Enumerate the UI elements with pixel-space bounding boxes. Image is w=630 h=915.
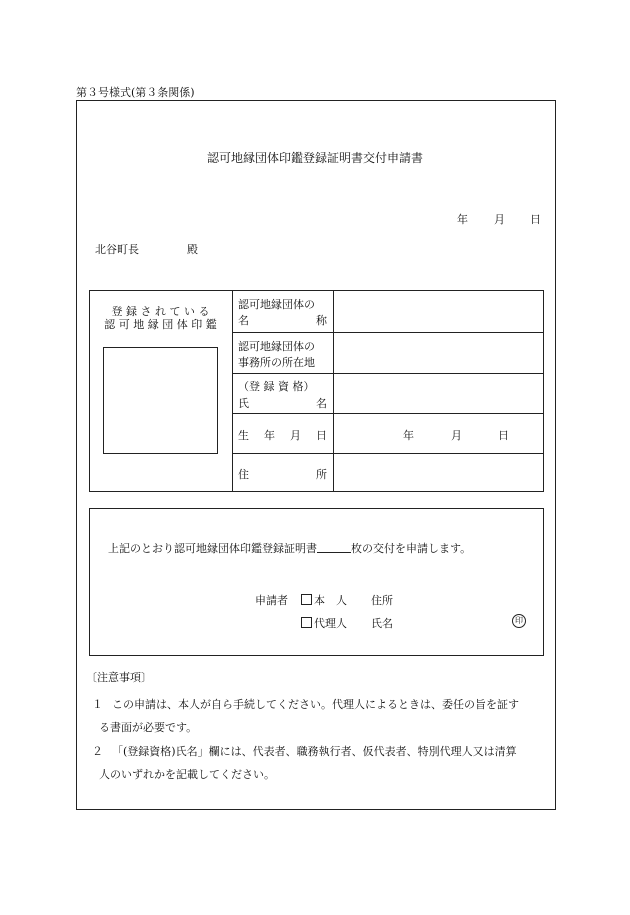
note1-number: １ [92,698,103,711]
seal-label-line1: 登 録 さ れ て い る [111,305,210,318]
label-birth-char2: 年 [264,429,275,442]
label-birth-char1: 生 [238,429,249,442]
request-box [89,508,544,656]
note2-line2: 人のいずれかを記載してください。 [99,768,275,781]
option-self-label: 本 人 [314,594,347,607]
request-sentence-before: 上記のとおり認可地縁団体印鑑登録証明書 [108,542,317,555]
note1-line2: る書面が必要です。 [99,721,198,734]
option-self[interactable] [301,592,347,608]
agent-checkbox[interactable] [301,617,312,628]
notes-heading: 〔注意事項〕 [86,671,152,684]
seal-label-line2: 認 可 地 縁 団 体 印 鑑 [104,318,217,331]
seal-mark-icon: 印 [512,614,526,628]
label-group-name-line1: 認可地縁団体の [238,298,315,311]
label-qualification: （登 録 資 格） [238,380,315,393]
label-office-line2: 事務所の所在地 [238,356,315,369]
label-group-name-char1: 名 [238,314,249,327]
self-checkbox[interactable] [301,594,312,605]
label-address-char2: 所 [316,468,327,481]
copies-count-field[interactable] [317,542,351,553]
office-address-field[interactable] [334,333,543,373]
note2-number: ２ [92,745,103,758]
seal-impression-box[interactable] [103,347,218,454]
form-title: 認可地縁団体印鑑登録証明書交付申請書 [206,151,423,165]
address-label: 住所 [371,594,393,607]
option-agent-label: 代理人 [314,617,347,630]
label-address-char1: 住 [238,468,249,481]
birth-month-unit[interactable]: 月 [451,429,462,442]
birth-day-unit[interactable]: 日 [498,429,509,442]
label-birth-char3: 月 [290,429,301,442]
option-agent[interactable] [301,615,347,631]
request-sentence-after: 枚の交付を申請します。 [351,542,472,555]
addressee-name: 北谷町長 [95,243,139,256]
applicant-label: 申請者 [255,594,288,607]
label-name-char2: 名 [316,397,327,410]
address-field[interactable] [334,454,543,491]
request-sentence [108,540,471,556]
note2-line1: 「(登録資格)氏名」欄には、代表者、職務執行者、仮代表者、特別代理人又は清算 [112,745,517,758]
registrant-name-field[interactable] [334,374,543,413]
table-divider-seal [232,290,233,492]
group-name-field[interactable] [334,291,543,332]
label-group-name-char2: 称 [316,314,327,327]
note1-line1: この申請は、本人が自ら手続してください。代理人によるときは、委任の旨を証す [112,698,519,711]
row-divider [232,413,544,414]
birth-year-unit[interactable]: 年 [403,429,414,442]
addressee-honorific: 殿 [187,243,198,256]
label-birth-char4: 日 [316,429,327,442]
form-number: 第３号様式(第３条関係) [76,86,195,99]
label-office-line1: 認可地縁団体の [238,340,315,353]
date-day-label[interactable]: 日 [530,213,541,226]
date-year-label[interactable]: 年 [457,213,468,226]
date-month-label[interactable]: 月 [494,213,505,226]
label-name-char1: 氏 [238,397,249,410]
name-label: 氏名 [371,617,393,630]
